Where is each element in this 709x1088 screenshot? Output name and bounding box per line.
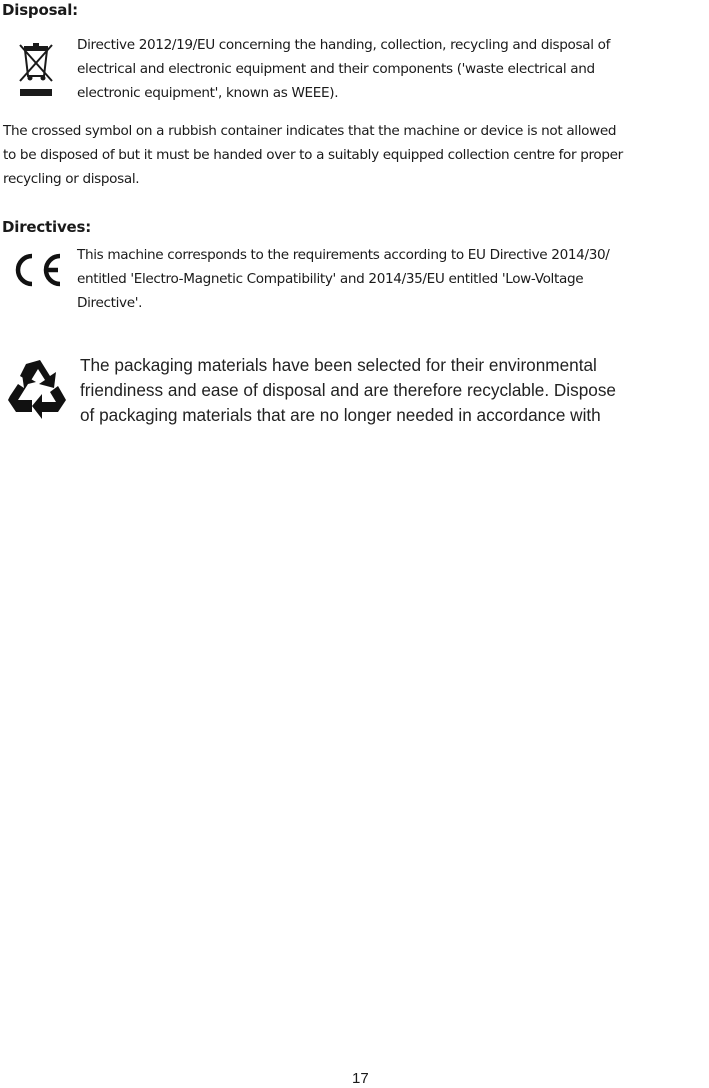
recycling-arrows-icon bbox=[6, 358, 68, 420]
ce-line-1: This machine corresponds to the requirements according to EU Directive 2014/30/ bbox=[77, 247, 610, 263]
weee-line-3: electronic equipment', known as WEEE). bbox=[77, 85, 339, 101]
ce-directive-text bbox=[77, 243, 610, 315]
weee-directive-text bbox=[77, 33, 610, 105]
packaging-line-3: of packaging materials that are no longer needed in accordance with bbox=[80, 405, 601, 425]
ce-mark-icon bbox=[10, 252, 66, 288]
packaging-line-2: friendiness and ease of disposal and are therefore recyclable. Dispose bbox=[80, 380, 616, 400]
disposal-paragraph-line-3: recycling or disposal. bbox=[3, 171, 140, 187]
packaging-line-1: The packaging materials have been selected for their environmental bbox=[80, 355, 597, 375]
weee-line-2: electrical and electronic equipment and their components ('waste electrical and bbox=[77, 61, 595, 77]
packaging-text bbox=[80, 353, 616, 428]
ce-line-3: Directive'. bbox=[77, 295, 143, 311]
directives-heading: Directives: bbox=[2, 218, 92, 236]
disposal-paragraph bbox=[3, 119, 623, 191]
page-number: 17 bbox=[352, 1070, 369, 1087]
disposal-paragraph-line-2: to be disposed of but it must be handed over to a suitably equipped collection centre for proper bbox=[3, 147, 623, 163]
disposal-heading: Disposal: bbox=[2, 1, 78, 19]
ce-line-2: entitled 'Electro-Magnetic Compatibility' and 2014/35/EU entitled 'Low-Voltage bbox=[77, 271, 584, 287]
weee-line-1: Directive 2012/19/EU concerning the handing, collection, recycling and disposal of bbox=[77, 37, 611, 53]
disposal-paragraph-line-1: The crossed symbol on a rubbish container indicates that the machine or device is not allowed bbox=[3, 123, 617, 139]
crossed-out-wheelie-bin-icon bbox=[16, 42, 56, 100]
